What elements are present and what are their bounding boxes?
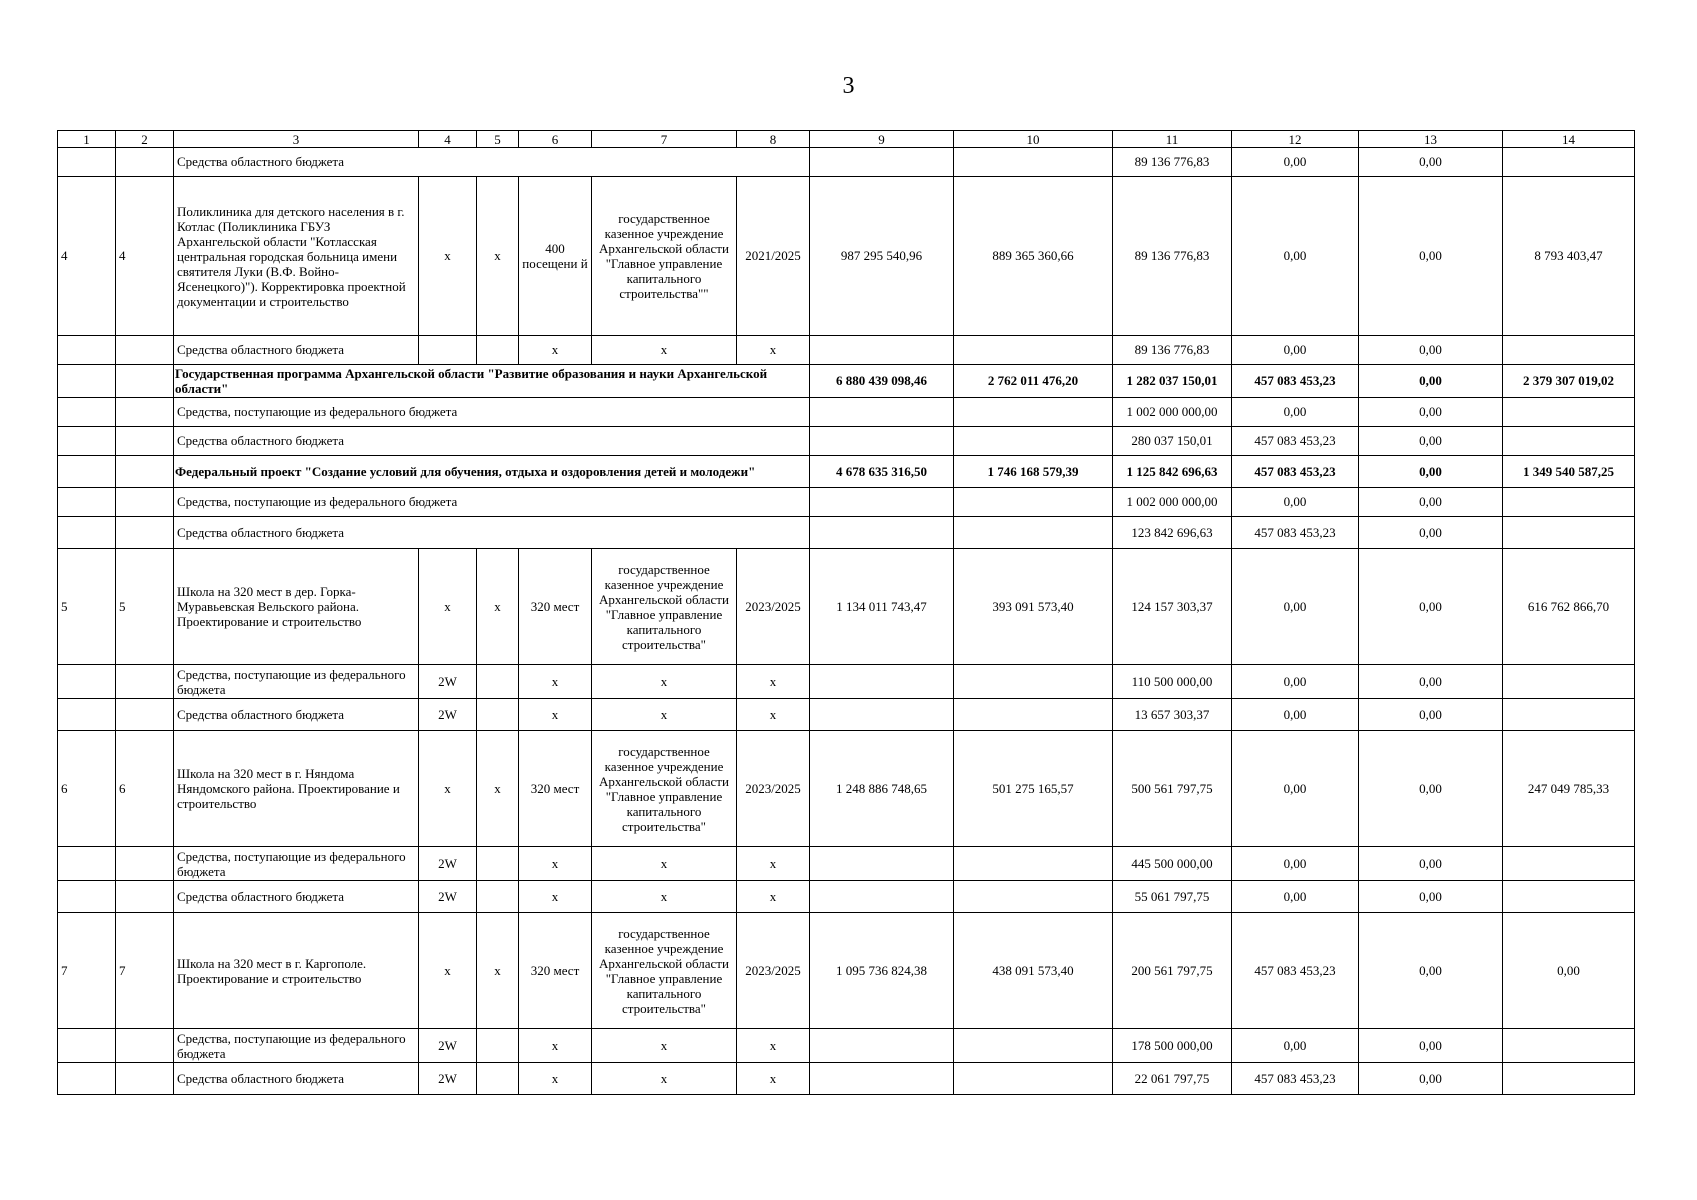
cell-value: 2W [419, 881, 477, 913]
cell-value: х [519, 847, 592, 881]
cell-value: 2 762 011 476,20 [954, 365, 1113, 398]
capacity: 320 мест [519, 913, 592, 1029]
period: 2023/2025 [737, 913, 810, 1029]
table-row [58, 456, 1635, 488]
cell-value: 0,00 [1232, 336, 1359, 365]
cell-value: х [419, 549, 477, 665]
row-number: 5 [58, 549, 116, 665]
cell-value: 124 157 303,37 [1113, 549, 1232, 665]
cell-value: 0,00 [1359, 336, 1503, 365]
cell-value: 500 561 797,75 [1113, 731, 1232, 847]
cell-value: 0,00 [1359, 665, 1503, 699]
capacity: 320 мест [519, 549, 592, 665]
cell-value: 1 002 000 000,00 [1113, 398, 1232, 427]
table-row [58, 427, 1635, 456]
cell-value: 457 083 453,23 [1232, 1063, 1359, 1095]
cell-value: х [737, 847, 810, 881]
cell-value: 1 349 540 587,25 [1503, 456, 1635, 488]
cell-value: х [419, 913, 477, 1029]
cell-value: 1 134 011 743,47 [810, 549, 954, 665]
cell-value: 1 746 168 579,39 [954, 456, 1113, 488]
customer: государственное казенное учреждение Архангельской области "Главное управление капитального строительства" [592, 731, 737, 847]
table-row [58, 365, 1635, 398]
object-name: Школа на 320 мест в дер. Горка-Муравьевская Вельского района. Проектирование и строительство [174, 549, 419, 665]
row-label: Средства областного бюджета [174, 1063, 419, 1095]
capacity: 400 посещени й [519, 177, 592, 336]
cell-value: 457 083 453,23 [1232, 456, 1359, 488]
cell-value: 0,00 [1232, 549, 1359, 665]
cell-value: 89 136 776,83 [1113, 148, 1232, 177]
cell-value: 178 500 000,00 [1113, 1029, 1232, 1063]
cell-value: 0,00 [1359, 456, 1503, 488]
cell-value: 457 083 453,23 [1232, 427, 1359, 456]
cell-value: 616 762 866,70 [1503, 549, 1635, 665]
cell-value: 438 091 573,40 [954, 913, 1113, 1029]
cell-value: 0,00 [1503, 913, 1635, 1029]
project-title: Федеральный проект "Создание условий для обучения, отдыха и оздоровления детей и молодежи" [174, 456, 810, 488]
cell-value: 0,00 [1232, 699, 1359, 731]
cell-value: х [592, 847, 737, 881]
cell-value: х [519, 699, 592, 731]
cell-value: 0,00 [1359, 148, 1503, 177]
cell-value: 0,00 [1359, 847, 1503, 881]
customer: государственное казенное учреждение Архангельской области "Главное управление капитального строительства" [592, 549, 737, 665]
column-header: 10 [954, 131, 1113, 148]
cell-value: 0,00 [1359, 488, 1503, 517]
cell-value: 123 842 696,63 [1113, 517, 1232, 549]
cell-value: 0,00 [1359, 365, 1503, 398]
cell-value: 55 061 797,75 [1113, 881, 1232, 913]
cell-value: 0,00 [1359, 549, 1503, 665]
table-row [58, 148, 1635, 177]
cell-value: 8 793 403,47 [1503, 177, 1635, 336]
row-label: Средства, поступающие из федерального бюджета [174, 488, 810, 517]
cell-value: 457 083 453,23 [1232, 365, 1359, 398]
cell-value: х [737, 665, 810, 699]
column-header: 11 [1113, 131, 1232, 148]
column-header: 6 [519, 131, 592, 148]
column-header: 5 [477, 131, 519, 148]
cell-value: 0,00 [1232, 731, 1359, 847]
cell-value: х [519, 881, 592, 913]
column-header: 12 [1232, 131, 1359, 148]
table-row [58, 517, 1635, 549]
cell-value: 280 037 150,01 [1113, 427, 1232, 456]
cell-value: 445 500 000,00 [1113, 847, 1232, 881]
row-label: Средства, поступающие из федерального бюджета [174, 665, 419, 699]
column-number-row [58, 131, 1635, 148]
table-row [58, 336, 1635, 365]
cell-value: 1 248 886 748,65 [810, 731, 954, 847]
table-row [58, 699, 1635, 731]
row-label: Средства областного бюджета [174, 336, 419, 365]
column-header: 9 [810, 131, 954, 148]
cell-value: 2W [419, 699, 477, 731]
column-header: 7 [592, 131, 737, 148]
cell-value: 1 125 842 696,63 [1113, 456, 1232, 488]
cell-value: х [592, 881, 737, 913]
cell-value: 1 095 736 824,38 [810, 913, 954, 1029]
row-label: Средства, поступающие из федерального бюджета [174, 1029, 419, 1063]
capacity: 320 мест [519, 731, 592, 847]
cell-value: 0,00 [1359, 517, 1503, 549]
cell-value: 0,00 [1359, 731, 1503, 847]
row-label: Средства областного бюджета [174, 427, 810, 456]
program-title: Государственная программа Архангельской области "Развитие образования и науки Архангельской области" [174, 365, 810, 398]
period: 2021/2025 [737, 177, 810, 336]
column-header: 4 [419, 131, 477, 148]
row-number: 4 [58, 177, 116, 336]
column-header: 2 [116, 131, 174, 148]
cell-value: 0,00 [1232, 1029, 1359, 1063]
cell-value: 457 083 453,23 [1232, 517, 1359, 549]
customer: государственное казенное учреждение Архангельской области "Главное управление капитального строительства" [592, 913, 737, 1029]
table-row [58, 1063, 1635, 1095]
cell-value: х [419, 177, 477, 336]
row-number: 4 [116, 177, 174, 336]
cell-value: 2W [419, 1063, 477, 1095]
row-number: 7 [116, 913, 174, 1029]
cell-value: 0,00 [1359, 699, 1503, 731]
row-label: Средства, поступающие из федерального бюджета [174, 847, 419, 881]
cell-value: 0,00 [1359, 913, 1503, 1029]
row-number: 7 [58, 913, 116, 1029]
row-number: 5 [116, 549, 174, 665]
cell-value: 0,00 [1359, 177, 1503, 336]
period: 2023/2025 [737, 731, 810, 847]
cell-value: х [519, 1063, 592, 1095]
cell-value: х [592, 1063, 737, 1095]
cell-value: х [419, 731, 477, 847]
cell-value: х [592, 665, 737, 699]
cell-value: 13 657 303,37 [1113, 699, 1232, 731]
table-row [58, 913, 1635, 1029]
period: 2023/2025 [737, 549, 810, 665]
cell-value: 200 561 797,75 [1113, 913, 1232, 1029]
cell-value: х [592, 1029, 737, 1063]
object-name: Школа на 320 мест в г. Каргополе. Проектирование и строительство [174, 913, 419, 1029]
cell-value: 1 282 037 150,01 [1113, 365, 1232, 398]
cell-value: 393 091 573,40 [954, 549, 1113, 665]
cell-value: х [737, 1029, 810, 1063]
row-number: 6 [58, 731, 116, 847]
cell-value: х [477, 731, 519, 847]
cell-value: 0,00 [1232, 847, 1359, 881]
column-header: 1 [58, 131, 116, 148]
table-row [58, 549, 1635, 665]
cell-value: 0,00 [1359, 1063, 1503, 1095]
table-row [58, 881, 1635, 913]
cell-value: 0,00 [1359, 881, 1503, 913]
column-header: 13 [1359, 131, 1503, 148]
row-label: Средства областного бюджета [174, 148, 810, 177]
column-header: 14 [1503, 131, 1635, 148]
cell-value: 89 136 776,83 [1113, 177, 1232, 336]
object-name: Поликлиника для детского населения в г. Котлас (Поликлиника ГБУЗ Архангельской области "Котласская центральная городская больница имени святителя Луки (В.Ф. Войно-Ясенецкого)"). Корректировка проектной документации и строительство [174, 177, 419, 336]
cell-value: 457 083 453,23 [1232, 913, 1359, 1029]
cell-value: 110 500 000,00 [1113, 665, 1232, 699]
table-row [58, 847, 1635, 881]
cell-value: 2W [419, 665, 477, 699]
cell-value: х [737, 699, 810, 731]
cell-value: х [592, 336, 737, 365]
cell-value: х [519, 1029, 592, 1063]
row-label: Средства областного бюджета [174, 881, 419, 913]
cell-value: х [519, 665, 592, 699]
cell-value: 4 678 635 316,50 [810, 456, 954, 488]
cell-value: 501 275 165,57 [954, 731, 1113, 847]
cell-value: х [592, 699, 737, 731]
table-row [58, 1029, 1635, 1063]
table-row [58, 488, 1635, 517]
object-name: Школа на 320 мест в г. Няндома Няндомского района. Проектирование и строительство [174, 731, 419, 847]
cell-value: 6 880 439 098,46 [810, 365, 954, 398]
table-row [58, 398, 1635, 427]
cell-value: х [737, 881, 810, 913]
cell-value: х [477, 913, 519, 1029]
row-label: Средства областного бюджета [174, 517, 810, 549]
cell-value: 247 049 785,33 [1503, 731, 1635, 847]
cell-value: 0,00 [1232, 177, 1359, 336]
investment-table [57, 130, 1635, 1095]
table-row [58, 177, 1635, 336]
cell-value: 0,00 [1232, 398, 1359, 427]
cell-value: 89 136 776,83 [1113, 336, 1232, 365]
cell-value: 0,00 [1232, 488, 1359, 517]
cell-value: х [737, 336, 810, 365]
table-row [58, 731, 1635, 847]
cell-value: 1 002 000 000,00 [1113, 488, 1232, 517]
cell-value: 0,00 [1359, 1029, 1503, 1063]
cell-value: х [519, 336, 592, 365]
column-header: 3 [174, 131, 419, 148]
cell-value: 0,00 [1359, 398, 1503, 427]
cell-value: х [477, 177, 519, 336]
row-number: 6 [116, 731, 174, 847]
cell-value: 0,00 [1232, 148, 1359, 177]
cell-value: 2W [419, 1029, 477, 1063]
page-number: 3 [842, 73, 855, 99]
table-row [58, 665, 1635, 699]
column-header: 8 [737, 131, 810, 148]
cell-value: х [737, 1063, 810, 1095]
row-label: Средства областного бюджета [174, 699, 419, 731]
cell-value: 889 365 360,66 [954, 177, 1113, 336]
row-label: Средства, поступающие из федерального бюджета [174, 398, 810, 427]
cell-value: 987 295 540,96 [810, 177, 954, 336]
customer: государственное казенное учреждение Архангельской области "Главное управление капитального строительства"" [592, 177, 737, 336]
cell-value: 0,00 [1232, 881, 1359, 913]
cell-value: 2 379 307 019,02 [1503, 365, 1635, 398]
cell-value: 0,00 [1232, 665, 1359, 699]
cell-value: 0,00 [1359, 427, 1503, 456]
cell-value: 22 061 797,75 [1113, 1063, 1232, 1095]
cell-value: 2W [419, 847, 477, 881]
cell-value: х [477, 549, 519, 665]
